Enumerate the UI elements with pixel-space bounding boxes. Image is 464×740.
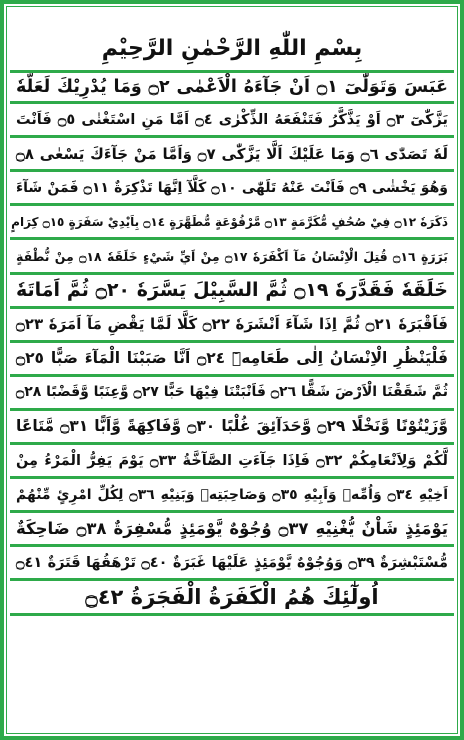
verse-line-16 bbox=[10, 581, 454, 615]
verse-line-text: وَّزَيْتُوْنًا وَّنَخْلًا ۝٢٩ وَّحَدَآئِقَ غُلْبًا ۝٣٠ وَّفَاكِهَةً وَّاَبًّا ۝٣١ مَّتَاعًا bbox=[16, 417, 448, 436]
verse-line-15 bbox=[10, 547, 454, 581]
verse-line-5 bbox=[10, 206, 454, 240]
verse-line-text: اُولٰٓئِكَ هُمُ الْكَفَرَةُ الْفَجَرَةُ ۝٤٢ bbox=[85, 584, 379, 609]
verse-line-13 bbox=[10, 479, 454, 513]
verse-line-text: لَهٗ تَصَدّٰى ۝٦ وَمَا عَلَيْكَ اَلَّا يَزَّكّٰى ۝٧ وَاَمَّا مَنْ جَآءَكَ يَسْعٰى ۝٨ bbox=[16, 144, 448, 163]
verse-line-text: يَزَّكّٰىٓ ۝٣ اَوْ يَذَّكَّرُ فَتَنْفَعَهُ الذِّكْرٰى ۝٤ اَمَّا مَنِ اسْتَغْنٰى ۝٥ فَاَنْتَ bbox=[16, 111, 448, 128]
verse-line-8 bbox=[10, 309, 454, 343]
verse-line-text: خَلَقَهٗ فَقَدَّرَهٗ ۝١٩ ثُمَّ السَّبِيْلَ يَسَّرَهٗ ۝٢٠ ثُمَّ اَمَاتَهٗ bbox=[16, 279, 448, 302]
verse-line-text: بَرَرَةٍ ۝١٦ قُتِلَ الْاِنْسَانُ مَآ اَكْفَرَهٗ ۝١٧ مِنْ اَيِّ شَيْءٍ خَلَقَهٗ ۝١٨ مِنْ نُّطْفَةٍ bbox=[16, 248, 448, 264]
verse-line-text: عَبَسَ وَتَوَلّٰىٓ ۝١ اَنْ جَآءَهُ الْاَعْمٰى ۝٢ وَمَا يُدْرِيْكَ لَعَلَّهٗ bbox=[16, 77, 449, 98]
verse-line-text: مُّسْتَبْشِرَةٌ ۝٣٩ وَوُجُوْهٌ يَّوْمَئِذٍ عَلَيْهَا غَبَرَةٌ ۝٤٠ تَرْهَقُهَا قَتَرَةٌ ۝٤١ bbox=[16, 554, 449, 571]
verse-line-9 bbox=[10, 343, 454, 377]
verse-line-14 bbox=[10, 513, 454, 547]
verse-line-2 bbox=[10, 104, 454, 138]
verse-line-text: ذَكَرَهٗ ۝١٢ فِيْ صُحُفٍ مُّكَرَّمَةٍ ۝١٣ مَّرْفُوْعَةٍ مُّطَهَّرَةٍ ۝١٤ بِاَيْدِيْ سَفَرَةٍ ۝١٥ كِرَامٍ bbox=[11, 214, 448, 229]
verse-line-text: يَوْمَئِذٍ شَاْنٌ يُّغْنِيْهِ ۝٣٧ وُجُوْهٌ يَّوْمَئِذٍ مُّسْفِرَةٌ ۝٣٨ ضَاحِكَةٌ bbox=[16, 519, 449, 539]
verse-line-text: لَّكُمْ وَلِاَنْعَامِكُمْ ۝٣٢ فَاِذَا جَآءَتِ الصَّآخَّةُ ۝٣٣ يَوْمَ يَفِرُّ الْمَرْءُ مِنْ bbox=[16, 452, 448, 469]
bismillah-heading: بِسْمِ اللّٰهِ الرَّحْمٰنِ الرَّحِيْمِ bbox=[101, 35, 363, 61]
verse-line-4 bbox=[10, 172, 454, 206]
verse-line-6 bbox=[10, 240, 454, 274]
verse-line-1 bbox=[10, 70, 454, 104]
verse-line-text: فَاَقْبَرَهٗ ۝٢١ ثُمَّ اِذَا شَآءَ اَنْشَرَهٗ ۝٢٢ كَلَّا لَمَّا يَقْضِ مَآ اَمَرَهٗ ۝٢٣ bbox=[16, 315, 448, 334]
verse-line-10 bbox=[10, 377, 454, 411]
verse-line-text: فَلْيَنْظُرِ الْاِنْسَانُ اِلٰى طَعَامِهٖٓ ۝٢٤ اَنَّا صَبَبْنَا الْمَآءَ صَبًّا ۝٢٥ bbox=[16, 349, 448, 368]
verse-line-text: اَخِيْهِ ۝٣٤ وَاُمِّهٖ وَاَبِيْهِ ۝٣٥ وَصَاحِبَتِهٖ وَبَنِيْهِ ۝٣٦ لِكُلِّ امْرِئٍ مِّنْهُمْ bbox=[16, 486, 448, 503]
verse-line-7 bbox=[10, 275, 454, 309]
verse-line-3 bbox=[10, 138, 454, 172]
verse-line-12 bbox=[10, 445, 454, 479]
verse-line-text: وَهُوَ يَخْشٰى ۝٩ فَاَنْتَ عَنْهُ تَلَهّٰى ۝١٠ كَلَّآ اِنَّهَا تَذْكِرَةٌ ۝١١ فَمَنْ شَآءَ bbox=[16, 179, 448, 196]
verse-line-text: ثُمَّ شَقَقْنَا الْاَرْضَ شَقًّا ۝٢٦ فَاَنْبَتْنَا فِيْهَا حَبًّا ۝٢٧ وَّعِنَبًا وَّقَضْبًا ۝٢٨ bbox=[16, 384, 448, 401]
verse-line-11 bbox=[10, 411, 454, 445]
verse-lines bbox=[10, 70, 454, 616]
